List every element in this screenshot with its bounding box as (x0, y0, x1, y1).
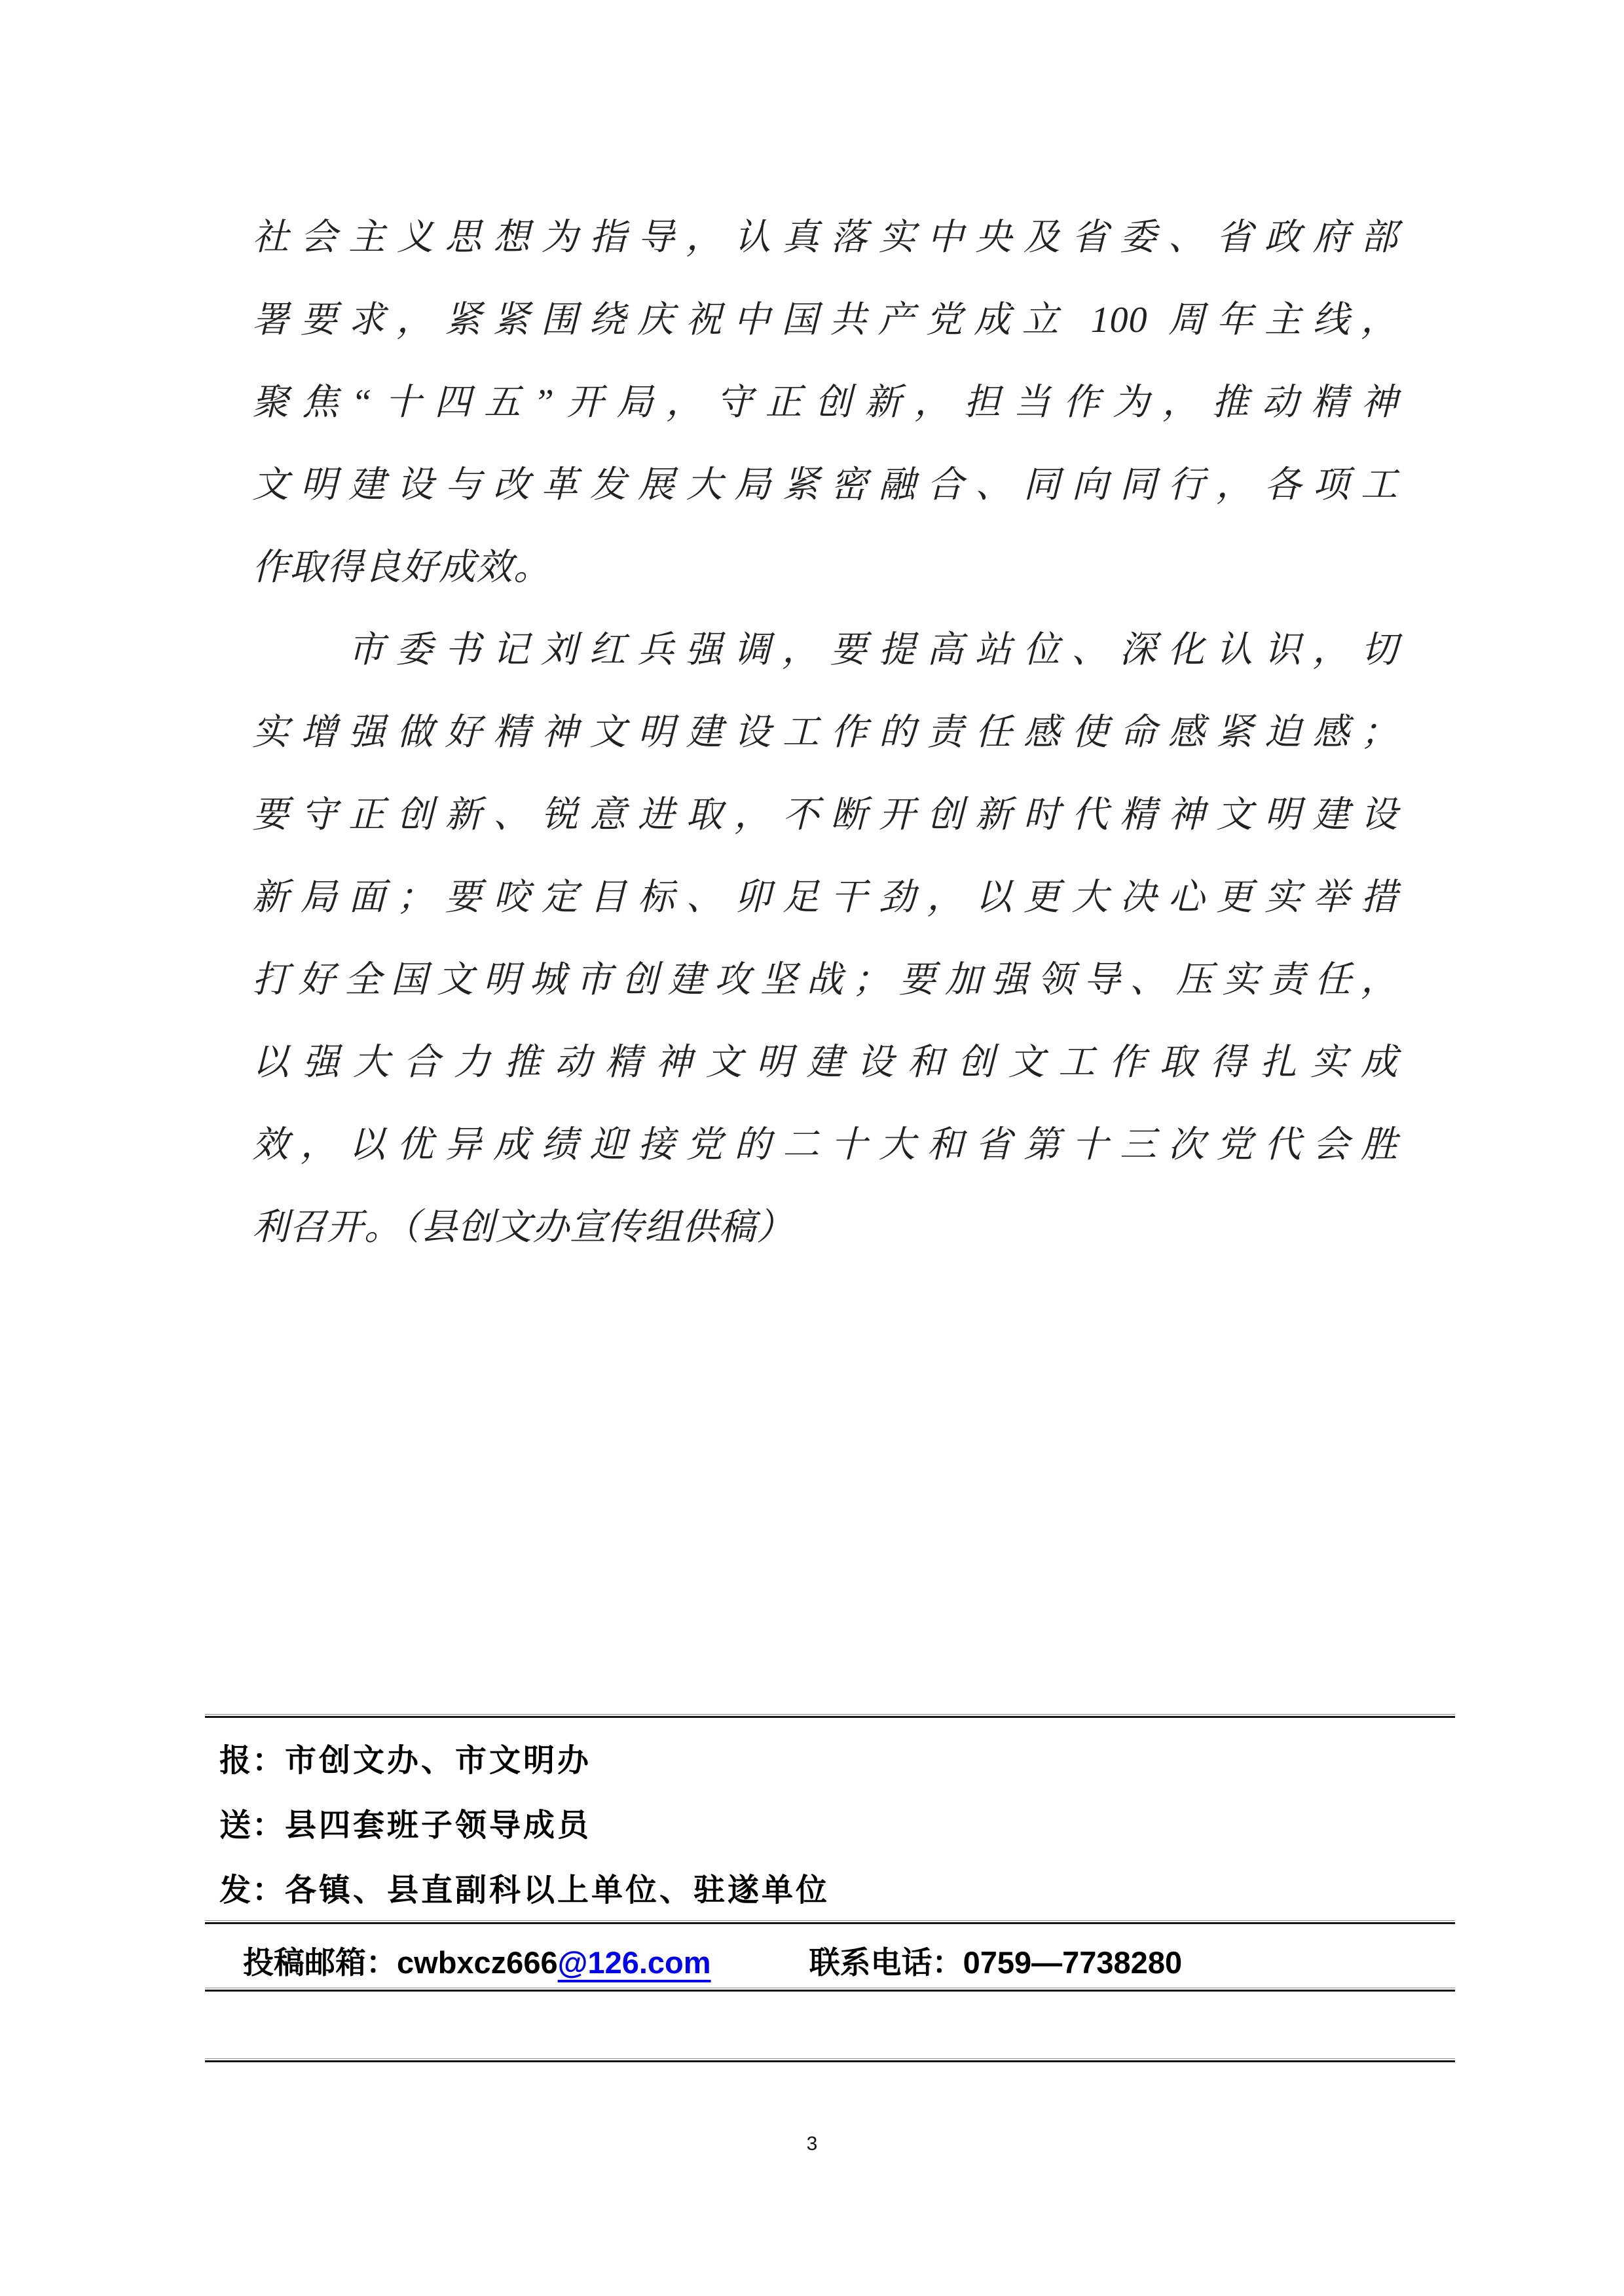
distribution-send-line (219, 1793, 1450, 1858)
body-line: 要守正创新、锐意进取，不断开创新时代精神文明建设 (252, 795, 1398, 835)
footer-divider-bottom (205, 1988, 1455, 1992)
phone-number: 0759—7738280 (963, 1945, 1183, 1980)
page-number: 3 (806, 2133, 818, 2155)
body-line: 利召开。（县创文办宣传组供稿） (252, 1207, 794, 1248)
body-line: 文明建设与改革发展大局紧密融合、同向同行，各项工 (252, 465, 1398, 505)
email-user: cwbxcz666 (397, 1945, 558, 1980)
body-line: 社会主义思想为指导，认真落实中央及省委、省政府部 (252, 217, 1398, 258)
body-line: 新局面；要咬定目标、卯足干劲，以更大决心更实举措 (252, 877, 1398, 918)
email-label: 投稿邮箱： (243, 1946, 397, 1980)
distribution-send-value: 县四套班子领导成员 (285, 1808, 592, 1843)
distribution-report-label: 报： (219, 1743, 286, 1778)
distribution-issue-label: 发： (219, 1873, 286, 1908)
footer-divider-top (205, 1714, 1455, 1718)
contact-line (243, 1937, 1454, 1990)
distribution-report-line (219, 1728, 1450, 1793)
body-line: 效，以优异成绩迎接党的二十大和省第十三次党代会胜 (252, 1125, 1398, 1165)
distribution-issue-line (219, 1858, 1450, 1923)
distribution-report-value: 市创文办、市文明办 (285, 1743, 592, 1778)
body-line: 市委书记刘红兵强调，要提高站位、深化认识，切 (348, 630, 1398, 670)
footer-divider-middle (205, 1920, 1455, 1924)
footer-divider-last (205, 2058, 1455, 2062)
body-line: 打好全国文明城市创建攻坚战；要加强领导、压实责任， (252, 960, 1398, 1000)
body-line: 聚焦“十四五”开局，守正创新，担当作为，推动精神 (252, 382, 1398, 423)
body-line: 以强大合力推动精神文明建设和创文工作取得扎实成 (252, 1042, 1398, 1083)
body-line: 署要求，紧紧围绕庆祝中国共产党成立 100 周年主线， (252, 300, 1398, 340)
distribution-list (219, 1728, 1450, 1923)
document-body (252, 196, 1398, 1269)
body-line: 实增强做好精神文明建设工作的责任感使命感紧迫感； (252, 712, 1398, 753)
email-domain-link[interactable]: @126.com (557, 1945, 711, 1980)
distribution-send-label: 送： (219, 1808, 286, 1843)
distribution-issue-value: 各镇、县直副科以上单位、驻遂单位 (285, 1873, 830, 1908)
phone-label: 联系电话： (809, 1946, 963, 1980)
body-line: 作取得良好成效。 (252, 547, 551, 588)
